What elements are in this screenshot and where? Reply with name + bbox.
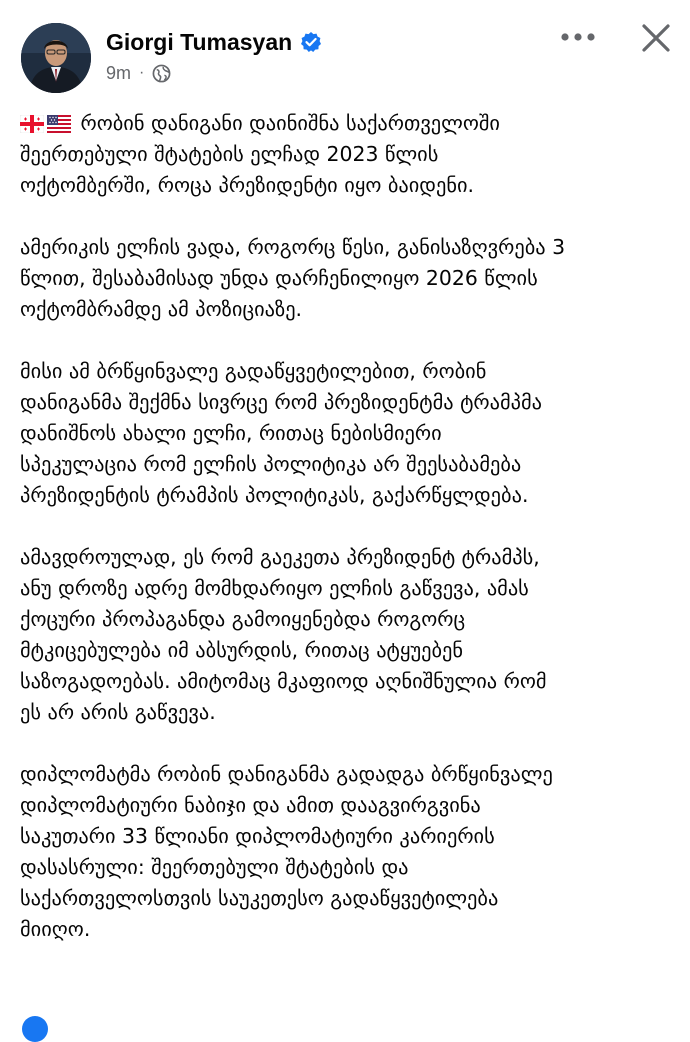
- post-paragraph-2: ამერიკის ელჩის ვადა, როგორც წესი, განისაზღვრება 3 წლით, შესაბამისად უნდა დარჩენილიყო 2026 წლის ოქტომბრამდე ამ პოზიციაზე.: [20, 235, 566, 321]
- georgia-flag-icon: [20, 111, 44, 129]
- avatar-image: [21, 23, 91, 93]
- globe-icon[interactable]: [152, 64, 171, 83]
- post-paragraph-4: ამავდროულად, ეს რომ გაეკეთა პრეზიდენტ ტრამპს, ანუ დროზე ადრე მომხდარიყო ელჩის გაწვევა, ამას ქოცური პროპაგანდა გამოიყენებდა როგორც მტკიცებულება იმ აბსურდის, რითაც ატყუებენ საზოგადოებას. ამიტომაც მკაფიოდ აღნიშნულია რომ ეს არ არის გაწვევა.: [20, 545, 547, 724]
- post-time[interactable]: 9m: [106, 62, 132, 83]
- post-paragraph-1: [20, 108, 676, 201]
- post-paragraph-5: დიპლომატმა რობინ დანიგანმა გადადგა ბრწყინვალე დიპლომატიური ნაბიჯი და ამით დააგვირგვინა საკუთარი 33 წლიანი დიპლომატიური კარიერის დასასრული: შეერთებული შტატების და საქართველოსთვის საუკეთესო გადაწყვეტილება მიიღო.: [20, 762, 553, 941]
- post-header: [0, 0, 690, 100]
- more-options-button[interactable]: [556, 22, 600, 52]
- post-text: [20, 108, 676, 976]
- reaction-icon: [22, 1016, 48, 1042]
- verified-badge-icon: [300, 31, 322, 53]
- more-horizontal-icon: [560, 32, 596, 42]
- usa-flag-icon: [47, 111, 71, 129]
- close-button[interactable]: [636, 18, 676, 58]
- close-icon: [641, 23, 671, 53]
- post-meta: [106, 60, 171, 86]
- post-paragraph-3: მისი ამ ბრწყინვალე გადაწყვეტილებით, რობინ დანიგანმა შექმნა სივრცე რომ პრეზიდენტმა ტრამპმა დანიშნოს ახალი ელჩი, რითაც ნებისმიერი სპეკულაცია რომ ელჩის პოლიტიკა არ შეესაბამება პრეზიდენტის ტრამპის პოლიტიკას, გაქარწყლდება.: [20, 359, 543, 507]
- author-name[interactable]: Giorgi Tumasyan: [106, 28, 293, 55]
- author-line: [106, 26, 322, 58]
- meta-separator: ·: [139, 64, 145, 81]
- paragraph-1-text: რობინ დანიგანი დაინიშნა საქართველოში შეერთებული შტატების ელჩად 2023 წლის ოქტომბერში, როცა პრეზიდენტი იყო ბაიდენი.: [20, 111, 500, 197]
- author-avatar[interactable]: [21, 23, 91, 93]
